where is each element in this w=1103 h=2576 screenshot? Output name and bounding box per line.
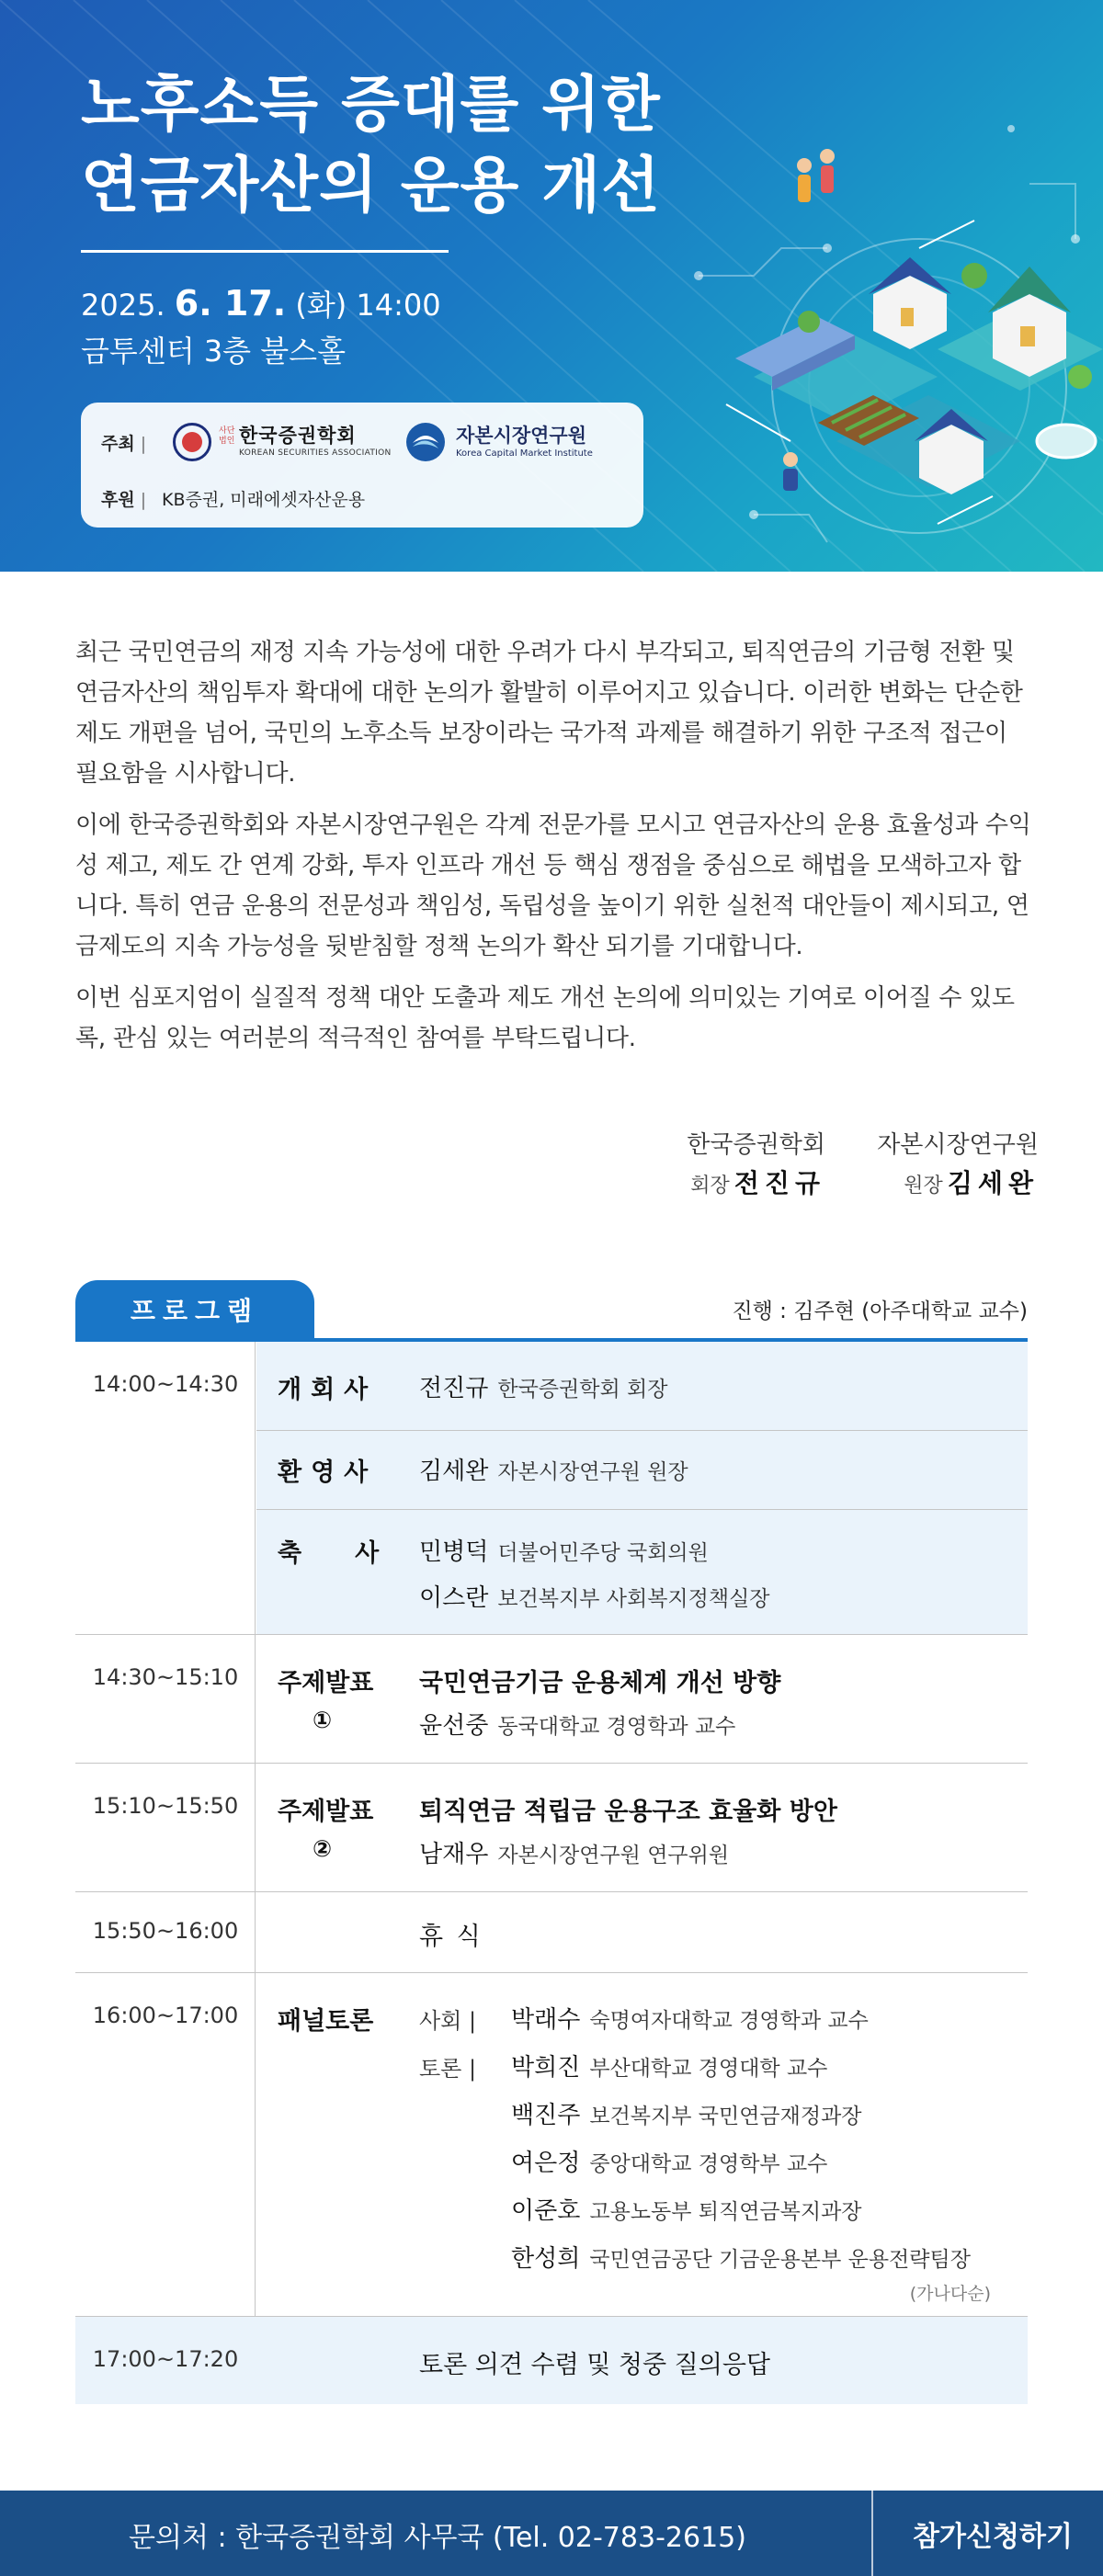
speaker-welcome-name: 김세완 (419, 1458, 489, 1485)
talk2-number: ② (313, 1835, 333, 1862)
event-title (81, 64, 661, 226)
time-panel: 16:00~17:00 (92, 2003, 239, 2028)
panel-member-1-aff: 숙명여자대학교 경영학과 교수 (589, 2009, 869, 2033)
signer-2-role: 원장 (904, 1175, 943, 1197)
panel-member-5-aff: 고용노동부 퇴직연금복지과장 (589, 2200, 862, 2224)
host2-name: 자본시장연구원 (456, 425, 587, 447)
host-label: 주최 | (101, 434, 147, 454)
event-title-line1: 노후소득 증대를 위한 (81, 69, 661, 140)
panel-discussant-tag: 토론 | (419, 2056, 477, 2082)
panel-member-5 (511, 2192, 862, 2226)
speaker-congrats-2-name: 이스란 (419, 1584, 489, 1612)
label-congratulatory: 축사 (278, 1539, 433, 1568)
time-talk1: 14:30~15:10 (92, 1664, 239, 1690)
apply-button[interactable]: 참가신청하기 (913, 2520, 1073, 2553)
signer-2 (877, 1127, 1039, 1200)
panel-chair-tag: 사회 | (419, 2008, 477, 2034)
speaker-welcome (419, 1452, 688, 1486)
sponsor-names: KB증권, 미래에셋자산운용 (162, 490, 366, 510)
panel-member-6-aff: 국민연금공단 기금운용본부 운용전략팀장 (589, 2248, 971, 2272)
signer-1-role: 회장 (690, 1175, 730, 1197)
speaker-welcome-aff: 자본시장연구원 원장 (497, 1460, 688, 1484)
signer-1 (687, 1127, 825, 1200)
host1-name: 한국증권학회 (239, 425, 357, 447)
date-suffix: (화) 14:00 (286, 288, 441, 323)
date-bold: 6. 17. (174, 283, 287, 323)
kcmi-logo-icon (404, 421, 447, 463)
table-row-talk2 (75, 1764, 1028, 1892)
moderator-info: 진행 : 김주현 (아주대학교 교수) (732, 1299, 1028, 1323)
break-label: 휴 식 (419, 1923, 483, 1951)
program-tab: 프로그램 (75, 1280, 314, 1339)
speaker-congrats-1-aff: 더불어민주당 국회의원 (497, 1541, 709, 1565)
panel-order-note: (가나다순) (909, 2284, 991, 2304)
panel-member-2 (511, 2048, 827, 2082)
label-talk2: 주제발표 (278, 1798, 374, 1826)
label-welcome-remarks: 환영사 (278, 1458, 378, 1487)
signer-1-name: 전진규 (733, 1168, 825, 1198)
time-break: 15:50~16:00 (92, 1918, 239, 1944)
talk2-speaker-aff: 자본시장연구원 연구위원 (497, 1844, 730, 1867)
speaker-congrats-2-aff: 보건복지부 사회복지정책실장 (497, 1587, 770, 1611)
panel-member-6 (511, 2240, 971, 2274)
qa-label: 토론 의견 수렴 및 청중 질의응답 (419, 2351, 770, 2379)
host1-eng-name: KOREAN SECURITIES ASSOCIATION (239, 448, 392, 458)
talk2-speaker-name: 남재우 (419, 1841, 489, 1868)
event-title-line2: 연금자산의 운용 개선 (81, 150, 661, 221)
talk2-topic: 퇴직연금 적립금 운용구조 효율화 방안 (419, 1798, 837, 1826)
ksa-logo-icon (173, 423, 211, 461)
panel-member-2-name: 박희진 (511, 2054, 581, 2082)
retirement-life-illustration (717, 138, 1103, 570)
panel-member-4 (511, 2144, 827, 2178)
table-row-opening (75, 1342, 1028, 1635)
panel-member-4-aff: 중앙대학교 경영학부 교수 (589, 2152, 828, 2176)
intro-section (75, 632, 1031, 1070)
signer-2-org: 자본시장연구원 (877, 1131, 1039, 1159)
contact-info: 문의처 : 한국증권학회 사무국 (Tel. 02-783-2615) (129, 2522, 746, 2554)
panel-member-1-name: 박래수 (511, 2006, 581, 2034)
footer-bar (0, 2491, 1103, 2576)
intro-paragraph-3: 이번 심포지엄이 실질적 정책 대안 도출과 제도 개선 논의에 의미있는 기여로 이어질 수 있도록, 관심 있는 여러분의 적극적인 참여를 부탁드립니다. (75, 984, 1015, 1052)
hero-banner (0, 0, 1103, 572)
table-row-qa (75, 2317, 1028, 2404)
speaker-congrats-1-name: 민병덕 (419, 1538, 489, 1566)
speaker-opening-name: 전진규 (419, 1375, 489, 1402)
sponsor-label-text: 후원 (101, 490, 135, 510)
speaker-opening (419, 1369, 667, 1403)
intro-paragraph-2: 이에 한국증권학회와 자본시장연구원은 각계 전문가를 모시고 연금자산의 운용 효율성과 수익성 제고, 제도 간 연계 강화, 투자 인프라 개선 등 핵심 쟁점을 중심으로 해법을 모색하고자 합니다. 특히 연금 운용의 전문성과 책임성, 독립성을 높이기 위한 실천적 대안들이 제시되고, 연금제도의 지속 가능성을 뒷받침할 정책 논의가 확산 되기를 기대합니다. (75, 811, 1031, 960)
signer-2-name: 김세완 (947, 1168, 1039, 1198)
table-row-panel (75, 1973, 1028, 2317)
event-date (81, 283, 441, 325)
program-table (75, 1338, 1028, 2404)
talk1-speaker (419, 1707, 735, 1741)
event-venue: 금투센터 3층 불스홀 (81, 334, 346, 369)
table-row-break (75, 1892, 1028, 1973)
panel-member-3-aff: 보건복지부 국민연금재정과장 (589, 2105, 862, 2128)
label-panel: 패널토론 (278, 2007, 374, 2036)
host-label-text: 주최 (101, 434, 135, 454)
talk1-number: ① (313, 1707, 333, 1733)
sponsor-label: 후원 | (101, 490, 147, 510)
panel-member-3-name: 백진주 (511, 2102, 581, 2129)
talk1-speaker-aff: 동국대학교 경영학과 교수 (497, 1715, 736, 1739)
ksa-sub-label: 사단법인 (219, 426, 235, 446)
panel-member-3 (511, 2096, 862, 2130)
panel-member-6-name: 한성희 (511, 2245, 581, 2273)
talk1-topic: 국민연금기금 운용체계 개선 방향 (419, 1669, 781, 1697)
panel-member-5-name: 이준호 (511, 2197, 581, 2225)
date-prefix: 2025. (81, 288, 175, 323)
time-opening: 14:00~14:30 (92, 1371, 239, 1397)
talk1-speaker-name: 윤선중 (419, 1712, 489, 1740)
speaker-opening-aff: 한국증권학회 회장 (497, 1378, 668, 1401)
host2-eng-name: Korea Capital Market Institute (456, 448, 593, 459)
table-row-talk1 (75, 1635, 1028, 1764)
time-talk2: 15:10~15:50 (92, 1793, 239, 1819)
signer-1-org: 한국증권학회 (687, 1131, 825, 1159)
title-divider (81, 250, 449, 253)
panel-member-2-aff: 부산대학교 경영대학 교수 (589, 2057, 828, 2081)
time-qa: 17:00~17:20 (92, 2346, 239, 2372)
talk2-speaker (419, 1835, 729, 1869)
intro-paragraph-1: 최근 국민연금의 재정 지속 가능성에 대한 우려가 다시 부각되고, 퇴직연금의 기금형 전환 및 연금자산의 책임투자 확대에 대한 논의가 활발히 이루어지고 있습니다. 이러한 변화는 단순한 제도 개편을 넘어, 국민의 노후소득 보장이라는 국가적 과제를 해결하기 위한 구조적 접근이 필요함을 시사합니다. (75, 639, 1023, 788)
panel-member-4-name: 여은정 (511, 2150, 581, 2177)
speaker-congrats-1 (419, 1533, 709, 1567)
organizer-box (81, 403, 643, 528)
speaker-congrats-2 (419, 1579, 770, 1613)
panel-member-1 (511, 2001, 869, 2035)
label-opening-remarks: 개회사 (278, 1376, 378, 1404)
label-talk1: 주제발표 (278, 1669, 374, 1697)
footer-divider (871, 2491, 873, 2576)
